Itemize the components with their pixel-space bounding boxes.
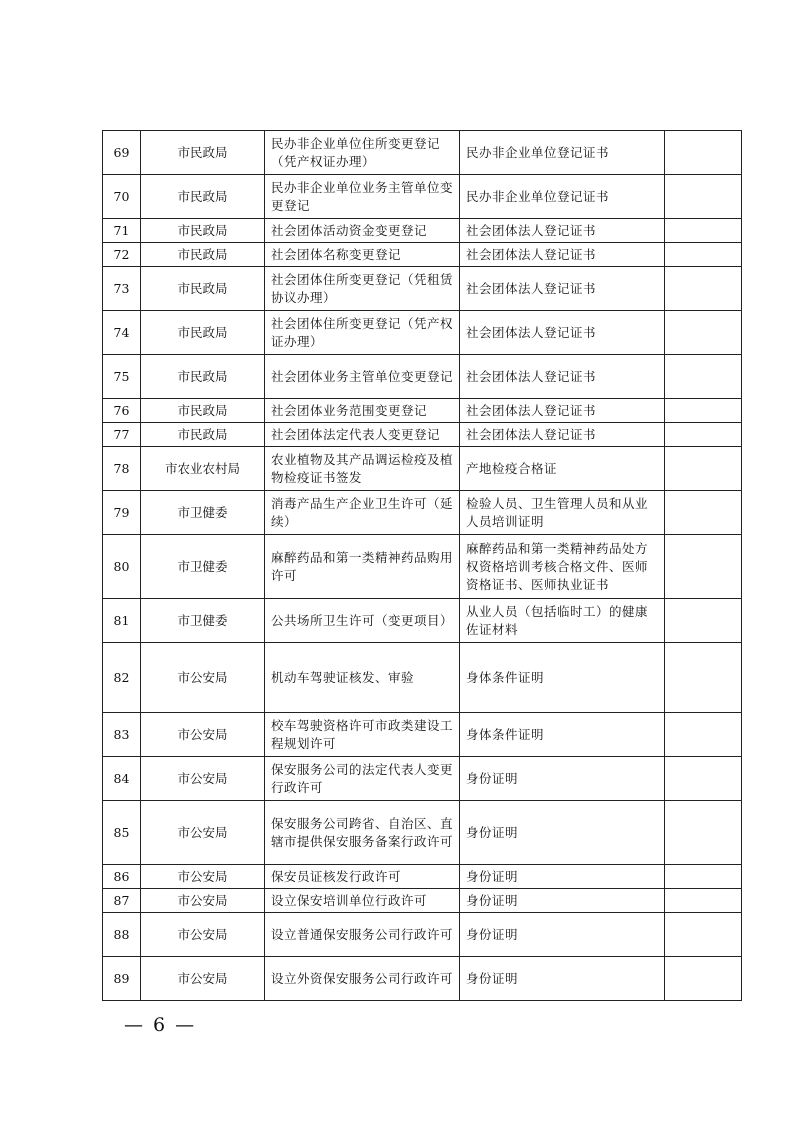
- row-number: 79: [103, 491, 141, 535]
- table-row: [103, 243, 742, 267]
- row-department: 市公安局: [141, 889, 265, 913]
- table-row: [103, 219, 742, 243]
- row-note: [665, 643, 742, 713]
- row-department: 市卫健委: [141, 491, 265, 535]
- row-department: 市卫健委: [141, 535, 265, 599]
- row-material: 社会团体法人登记证书: [460, 267, 665, 311]
- table-row: [103, 175, 742, 219]
- row-department: 市公安局: [141, 643, 265, 713]
- table-body: [103, 131, 742, 1001]
- row-material: 身份证明: [460, 801, 665, 865]
- row-item: 机动车驾驶证核发、审验: [265, 643, 460, 713]
- row-item: 社会团体法定代表人变更登记: [265, 423, 460, 447]
- row-note: [665, 447, 742, 491]
- row-material: 身体条件证明: [460, 643, 665, 713]
- row-number: 87: [103, 889, 141, 913]
- row-material: 身体条件证明: [460, 713, 665, 757]
- table-row: [103, 491, 742, 535]
- row-note: [665, 175, 742, 219]
- row-number: 71: [103, 219, 141, 243]
- row-department: 市民政局: [141, 243, 265, 267]
- row-item: 公共场所卫生许可（变更项目）: [265, 599, 460, 643]
- table-row: [103, 913, 742, 957]
- row-note: [665, 423, 742, 447]
- row-material: 民办非企业单位登记证书: [460, 131, 665, 175]
- row-material: 社会团体法人登记证书: [460, 243, 665, 267]
- page-number: — 6 —: [124, 1014, 197, 1036]
- table-row: [103, 757, 742, 801]
- row-department: 市公安局: [141, 957, 265, 1001]
- row-note: [665, 713, 742, 757]
- table-row: [103, 399, 742, 423]
- row-item: 保安服务公司的法定代表人变更行政许可: [265, 757, 460, 801]
- row-department: 市公安局: [141, 757, 265, 801]
- table-row: [103, 865, 742, 889]
- row-note: [665, 957, 742, 1001]
- row-number: 84: [103, 757, 141, 801]
- row-note: [665, 913, 742, 957]
- row-material: 产地检疫合格证: [460, 447, 665, 491]
- row-number: 88: [103, 913, 141, 957]
- row-number: 77: [103, 423, 141, 447]
- row-item: 社会团体业务范围变更登记: [265, 399, 460, 423]
- row-department: 市民政局: [141, 355, 265, 399]
- row-item: 民办非企业单位住所变更登记（凭产权证办理）: [265, 131, 460, 175]
- table-row: [103, 957, 742, 1001]
- row-item: 社会团体活动资金变更登记: [265, 219, 460, 243]
- table-row: [103, 423, 742, 447]
- row-department: 市公安局: [141, 801, 265, 865]
- row-number: 78: [103, 447, 141, 491]
- row-material: 麻醉药品和第一类精神药品处方权资格培训考核合格文件、医师资格证书、医师执业证书: [460, 535, 665, 599]
- row-number: 73: [103, 267, 141, 311]
- row-number: 72: [103, 243, 141, 267]
- row-material: 身份证明: [460, 865, 665, 889]
- certificate-list-table: [102, 130, 742, 1001]
- row-item: 社会团体名称变更登记: [265, 243, 460, 267]
- row-item: 消毒产品生产企业卫生许可（延续）: [265, 491, 460, 535]
- table-row: [103, 311, 742, 355]
- row-note: [665, 889, 742, 913]
- row-item: 麻醉药品和第一类精神药品购用许可: [265, 535, 460, 599]
- table-row: [103, 131, 742, 175]
- row-note: [665, 757, 742, 801]
- row-note: [665, 491, 742, 535]
- row-number: 81: [103, 599, 141, 643]
- row-department: 市民政局: [141, 423, 265, 447]
- table-row: [103, 801, 742, 865]
- row-item: 农业植物及其产品调运检疫及植物检疫证书签发: [265, 447, 460, 491]
- row-note: [665, 355, 742, 399]
- row-note: [665, 243, 742, 267]
- row-material: 检验人员、卫生管理人员和从业人员培训证明: [460, 491, 665, 535]
- row-note: [665, 865, 742, 889]
- row-note: [665, 801, 742, 865]
- row-department: 市民政局: [141, 311, 265, 355]
- row-number: 83: [103, 713, 141, 757]
- row-department: 市民政局: [141, 219, 265, 243]
- table-row: [103, 599, 742, 643]
- row-number: 76: [103, 399, 141, 423]
- row-material: 社会团体法人登记证书: [460, 399, 665, 423]
- row-material: 社会团体法人登记证书: [460, 219, 665, 243]
- row-note: [665, 219, 742, 243]
- table-row: [103, 713, 742, 757]
- table-row: [103, 447, 742, 491]
- row-material: 身份证明: [460, 957, 665, 1001]
- row-note: [665, 131, 742, 175]
- row-note: [665, 399, 742, 423]
- row-item: 保安服务公司跨省、自治区、直辖市提供保安服务备案行政许可: [265, 801, 460, 865]
- row-note: [665, 267, 742, 311]
- row-number: 75: [103, 355, 141, 399]
- row-department: 市民政局: [141, 175, 265, 219]
- row-department: 市民政局: [141, 399, 265, 423]
- row-item: 校车驾驶资格许可市政类建设工程规划许可: [265, 713, 460, 757]
- row-item: 设立普通保安服务公司行政许可: [265, 913, 460, 957]
- row-item: 社会团体住所变更登记（凭租赁协议办理）: [265, 267, 460, 311]
- row-material: 身份证明: [460, 889, 665, 913]
- row-item: 设立保安培训单位行政许可: [265, 889, 460, 913]
- row-material: 社会团体法人登记证书: [460, 311, 665, 355]
- row-material: 民办非企业单位登记证书: [460, 175, 665, 219]
- row-material: 从业人员（包括临时工）的健康佐证材料: [460, 599, 665, 643]
- row-material: 社会团体法人登记证书: [460, 355, 665, 399]
- row-number: 70: [103, 175, 141, 219]
- row-number: 80: [103, 535, 141, 599]
- table-row: [103, 355, 742, 399]
- row-department: 市公安局: [141, 865, 265, 889]
- row-number: 89: [103, 957, 141, 1001]
- row-department: 市卫健委: [141, 599, 265, 643]
- row-department: 市公安局: [141, 913, 265, 957]
- table-row: [103, 535, 742, 599]
- row-item: 设立外资保安服务公司行政许可: [265, 957, 460, 1001]
- table-row: [103, 643, 742, 713]
- row-item: 社会团体业务主管单位变更登记: [265, 355, 460, 399]
- row-number: 74: [103, 311, 141, 355]
- table-row: [103, 889, 742, 913]
- table-row: [103, 267, 742, 311]
- row-number: 86: [103, 865, 141, 889]
- row-material: 身份证明: [460, 913, 665, 957]
- row-item: 社会团体住所变更登记（凭产权证办理）: [265, 311, 460, 355]
- row-note: [665, 311, 742, 355]
- row-number: 69: [103, 131, 141, 175]
- row-department: 市农业农村局: [141, 447, 265, 491]
- row-note: [665, 599, 742, 643]
- row-department: 市民政局: [141, 267, 265, 311]
- row-department: 市民政局: [141, 131, 265, 175]
- row-note: [665, 535, 742, 599]
- row-department: 市公安局: [141, 713, 265, 757]
- row-item: 保安员证核发行政许可: [265, 865, 460, 889]
- row-material: 社会团体法人登记证书: [460, 423, 665, 447]
- row-number: 82: [103, 643, 141, 713]
- row-material: 身份证明: [460, 757, 665, 801]
- row-number: 85: [103, 801, 141, 865]
- row-item: 民办非企业单位业务主管单位变更登记: [265, 175, 460, 219]
